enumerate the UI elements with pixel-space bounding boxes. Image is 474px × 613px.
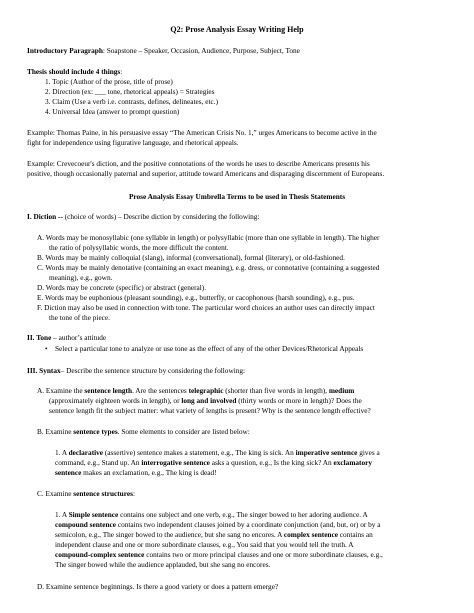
text-run: (approximately eighteen words in length), or bbox=[49, 396, 182, 405]
diction-line: meaning), e.g., gown. bbox=[49, 273, 113, 282]
term-long-involved: long and involved bbox=[181, 396, 237, 405]
text-run: (shorter than five words in length), bbox=[223, 386, 329, 395]
document-title: Q2: Prose Analysis Essay Writing Help bbox=[170, 25, 304, 34]
tone-heading bbox=[27, 334, 106, 342]
syntax-c1-line: The singer bowed while the audience applauded, but she sang no encores. bbox=[55, 560, 271, 569]
diction-line: D. Words may be concrete (specific) or abstract (general). bbox=[37, 283, 207, 292]
text-run: sentence bbox=[55, 468, 82, 477]
term-sentence-length: sentence length bbox=[84, 386, 133, 395]
term-sentence-structures: sentence structures bbox=[73, 489, 133, 498]
text-run: 1. A bbox=[55, 448, 69, 457]
text-run: gives a bbox=[357, 448, 380, 457]
text-run: : bbox=[132, 489, 135, 498]
syntax-c1-line bbox=[55, 531, 373, 539]
intro-paragraph bbox=[27, 47, 300, 55]
term-sentence-types: sentence types bbox=[73, 427, 118, 436]
text-run: semicolon, e.g., The singer bowed to the audience, but she sang no encores. A bbox=[55, 530, 284, 539]
diction-line: F. Diction may also be used in connection with tone. The particular word choices an author uses can directly impact bbox=[37, 303, 375, 312]
syntax-a-line bbox=[37, 387, 354, 395]
text-run: B. Examine bbox=[37, 427, 74, 436]
example-2-line: positive, though occasionally paternal and superior, attitude toward Americans and disparaging discernment of Europeans. bbox=[27, 169, 385, 178]
text-run: contains an bbox=[337, 530, 373, 539]
syntax-b1-line bbox=[55, 459, 372, 467]
syntax-a-line bbox=[49, 397, 362, 405]
syntax-a-line: sentence length fit the subject matter: what variety of lengths is present? Why is the sentence length effective? bbox=[49, 406, 371, 415]
syntax-d-line: D. Examine sentence beginnings. Is there a good variety or does a pattern emerge? bbox=[37, 582, 279, 591]
thesis-item: 1. Topic (Author of the prose, title of prose) bbox=[45, 77, 173, 86]
text-run: (thirty words or more in length)? Does the bbox=[236, 396, 362, 405]
text-run: contains two or more principal clauses and one or more subordinate clauses, e.g., bbox=[144, 550, 383, 559]
text-run: contains two independent clauses joined by a coordinate conjunction (and, but, or) or by a bbox=[116, 520, 381, 529]
example-1-line: fight for independence using figurative language, and rhetorical appeals. bbox=[27, 138, 239, 147]
example-1-line: Example: Thomas Paine, in his persuasive essay “The American Crisis No. 1,” urges Americans to become active in the bbox=[27, 128, 377, 137]
text-run: contains one subject and one verb, e.g., The singer bowed to her adoring audience. A bbox=[118, 510, 368, 519]
term-exclamatory: exclamatory bbox=[333, 458, 373, 467]
diction-heading-label: I. Diction -- bbox=[27, 212, 63, 221]
term-complex-sentence: complex sentence bbox=[283, 530, 338, 539]
term-telegraphic: telegraphic bbox=[188, 386, 224, 395]
thesis-heading bbox=[27, 68, 122, 76]
syntax-c1-line bbox=[55, 511, 368, 519]
diction-line: B. Words may be mainly colloquial (slang), informal (conversational), formal (literary), or old-fashioned. bbox=[37, 253, 345, 262]
tone-item: Select a particular tone to analyze or use tone as the effect of any of the other Devices/Rhetorical Appeals bbox=[55, 344, 364, 353]
diction-line: the ratio of polysyllabic words, the more difficult the content. bbox=[49, 243, 229, 252]
thesis-item: 4. Universal Idea (answer to prompt question) bbox=[45, 107, 180, 116]
term-compound-complex: compound-complex sentence bbox=[55, 550, 145, 559]
text-run: (assertive) sentence makes a statement, e.g., The king is sick. An bbox=[103, 448, 296, 457]
syntax-b1-line bbox=[55, 469, 217, 477]
syntax-c1-line: independent clause and one or more subordinate clauses, e.g., You said that you would tell the truth. A bbox=[55, 540, 354, 549]
intro-label: Introductory Paragraph bbox=[27, 46, 103, 55]
thesis-heading-label: Thesis should include 4 things bbox=[27, 67, 121, 76]
syntax-c1-line bbox=[55, 521, 380, 529]
diction-line: the tone of the piece. bbox=[49, 313, 110, 322]
diction-heading-text: (choice of words) – Describe diction by considering the following: bbox=[62, 212, 260, 221]
text-run: A. Examine the bbox=[37, 386, 85, 395]
tone-bullet: • bbox=[45, 344, 48, 353]
tone-heading-label: II. Tone bbox=[27, 333, 52, 342]
umbrella-terms-heading-text: Prose Analysis Essay Umbrella Terms to be used in Thesis Statements bbox=[128, 192, 346, 201]
diction-line: C. Words may be mainly denotative (containing an exact meaning), e.g. dress, or connotative (containing a suggested bbox=[37, 263, 380, 272]
thesis-heading-colon: : bbox=[120, 67, 123, 76]
syntax-heading bbox=[27, 367, 245, 375]
syntax-heading-text: – Describe the sentence structure by considering the following: bbox=[60, 366, 246, 375]
text-run: makes an exclamation, e.g., The king is dead! bbox=[81, 468, 217, 477]
syntax-heading-label: III. Syntax bbox=[27, 366, 61, 375]
syntax-c-line bbox=[37, 490, 135, 498]
term-medium: medium bbox=[328, 386, 355, 395]
term-simple-sentence: Simple sentence bbox=[68, 510, 119, 519]
example-2-line: Example: Crevecoeur's diction, and the positive connotations of the words he uses to describe Americans presents his bbox=[27, 159, 370, 168]
term-declarative: declarative bbox=[68, 448, 104, 457]
tone-heading-text: – author’s attitude bbox=[51, 333, 107, 342]
diction-line: E. Words may be euphonious (pleasant sounding), e.g., butterfly, or cacophonous (harsh sounding), e.g., pus. bbox=[37, 293, 355, 302]
term-imperative: imperative sentence bbox=[295, 448, 358, 457]
diction-line: A. Words may be monosyllabic (one syllable in length) or polysyllabic (more than one syllable in length). The higher bbox=[37, 233, 380, 242]
term-interrogative: interrogative sentence bbox=[141, 458, 210, 467]
text-run: . Are the sentences bbox=[132, 386, 189, 395]
term-compound-sentence: compound sentence bbox=[55, 520, 117, 529]
text-run: 1. A bbox=[55, 510, 69, 519]
syntax-c1-line bbox=[55, 551, 383, 559]
text-run: . Some elements to consider are listed below: bbox=[117, 427, 250, 436]
syntax-b1-line bbox=[55, 449, 380, 457]
intro-text: : Soapstone – Speaker, Occasion, Audience, Purpose, Subject, Tone bbox=[102, 46, 300, 55]
text-run: asks a question, e.g., Is the king sick? An bbox=[209, 458, 334, 467]
syntax-b-line bbox=[37, 428, 250, 436]
text-run: command, e.g., Stand up. An bbox=[55, 458, 142, 467]
thesis-item: 2. Direction (ex: ___ tone, rhetorical appeals) = Strategies bbox=[45, 87, 215, 96]
text-run: C. Examine bbox=[37, 489, 74, 498]
umbrella-terms-heading bbox=[0, 193, 474, 201]
thesis-item: 3. Claim (Use a verb i.e. contrasts, defines, delineates, etc.) bbox=[45, 97, 219, 106]
diction-heading bbox=[27, 213, 259, 221]
